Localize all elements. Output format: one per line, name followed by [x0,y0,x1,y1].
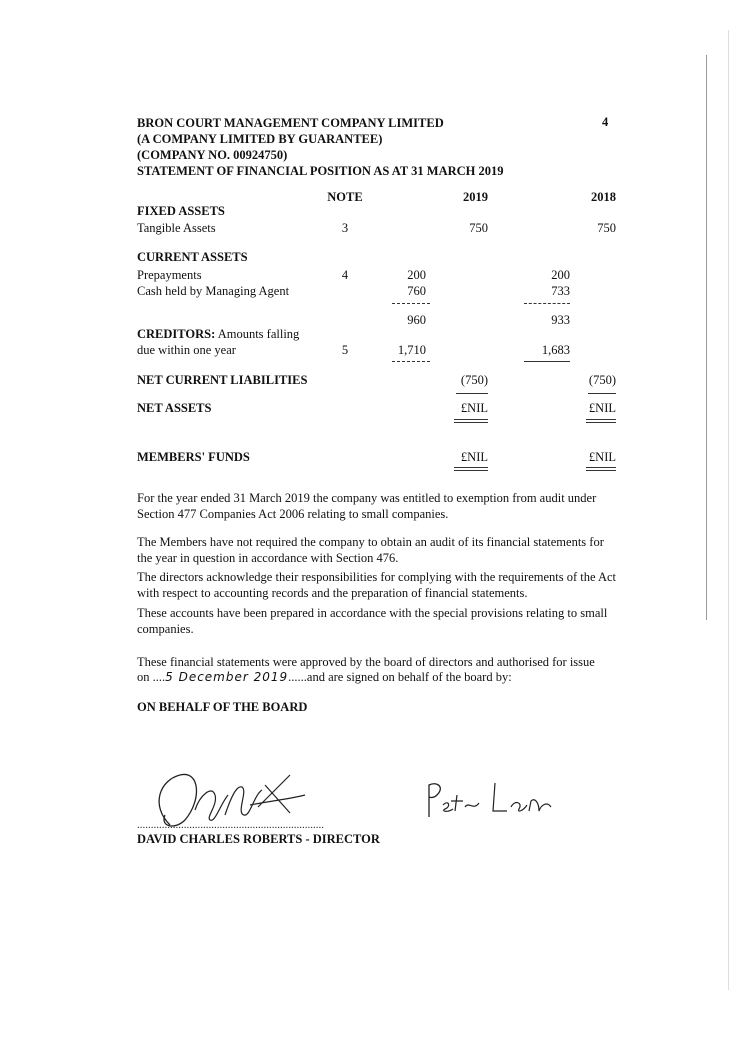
column-header-2019: 2019 [463,190,488,204]
prepayments-label: Prepayments [137,268,202,282]
creditors-2019: 1,710 [397,343,426,357]
scan-edge-line [706,55,707,620]
creditors-heading: CREDITORS: [137,327,216,341]
approval-suffix: ......and are signed on behalf of the board by: [288,670,512,684]
creditors-label-line2: due within one year [137,343,236,357]
column-header-note: NOTE [327,190,363,204]
cash-2018: 733 [551,284,570,298]
ncl-rule-2018 [588,393,616,394]
net-assets-2018: £NIL [588,401,616,415]
page-number: 4 [602,115,609,129]
approval-statement-line2 [137,670,512,685]
audit-exemption-statement: For the year ended 31 March 2019 the company was entitled to exemption from audit under Section 477 Companies Act 2006 relating to small companies. [137,491,597,521]
small-companies-statement: These accounts have been prepared in accordance with the special provisions relating to small companies. [137,606,608,636]
cash-label: Cash held by Managing Agent [137,284,290,298]
prepayments-2019: 200 [407,268,426,282]
director-name: DAVID CHARLES ROBERTS - DIRECTOR [137,832,380,846]
net-current-liabilities-label: NET CURRENT LIABILITIES [137,373,308,387]
second-signature-image [423,777,563,822]
subtotal-rule-2019 [392,303,430,304]
members-funds-2018: £NIL [588,450,616,464]
net-current-liabilities-2019: (750) [460,373,488,387]
current-assets-total-2018: 933 [551,313,570,327]
tangible-assets-2018: 750 [597,221,616,235]
ncl-rule-2019 [456,393,488,394]
creditors-heading-rest: Amounts falling [217,327,300,341]
creditors-note: 5 [341,343,349,357]
statement-title: STATEMENT OF FINANCIAL POSITION AS AT 31 MARCH 2019 [137,164,504,178]
approval-prefix: on .... [137,670,166,684]
directors-responsibility-statement: The directors acknowledge their responsibilities for complying with the requirements of the Act with respect to accounting records and the preparation of financial statements. [137,570,617,600]
prepayments-2018: 200 [551,268,570,282]
members-funds-label: MEMBERS' FUNDS [137,450,250,464]
approval-statement-line1: These financial statements were approved by the board of directors and authorised for issue [137,655,595,669]
column-header-2018: 2018 [591,190,616,204]
subtotal-rule-2018 [524,303,570,304]
members-funds-2019: £NIL [460,450,488,464]
handwritten-approval-date: 5 December 2019 [165,670,289,684]
fixed-assets-heading: FIXED ASSETS [137,204,225,218]
creditors-label [137,327,299,342]
net-assets-label: NET ASSETS [137,401,212,415]
net-assets-2019: £NIL [460,401,488,415]
cash-2019: 760 [407,284,426,298]
members-funds-double-rule-2019 [454,467,488,471]
members-funds-double-rule-2018 [586,467,616,471]
signature-dotted-line: .................................................................... [137,819,324,831]
net-assets-double-rule-2018 [586,419,616,423]
creditors-2018: 1,683 [541,343,570,357]
company-name: BRON COURT MANAGEMENT COMPANY LIMITED [137,116,444,130]
current-assets-heading: CURRENT ASSETS [137,250,248,264]
creditors-rule-2019 [392,361,430,362]
on-behalf-heading: ON BEHALF OF THE BOARD [137,700,308,714]
net-current-liabilities-2018: (750) [588,373,616,387]
net-assets-double-rule-2019 [454,419,488,423]
tangible-assets-label: Tangible Assets [137,221,216,235]
current-assets-total-2019: 960 [407,313,426,327]
scan-edge-line-faint [728,30,729,990]
tangible-assets-2019: 750 [469,221,488,235]
creditors-rule-2018 [524,361,570,362]
members-audit-statement: The Members have not required the company to obtain an audit of its financial statements for the year in question in accordance with Section 476. [137,535,604,565]
prepayments-note: 4 [341,268,349,282]
company-type: (A COMPANY LIMITED BY GUARANTEE) [137,132,383,146]
tangible-assets-note: 3 [341,221,349,235]
company-number: (COMPANY NO. 00924750) [137,148,288,162]
